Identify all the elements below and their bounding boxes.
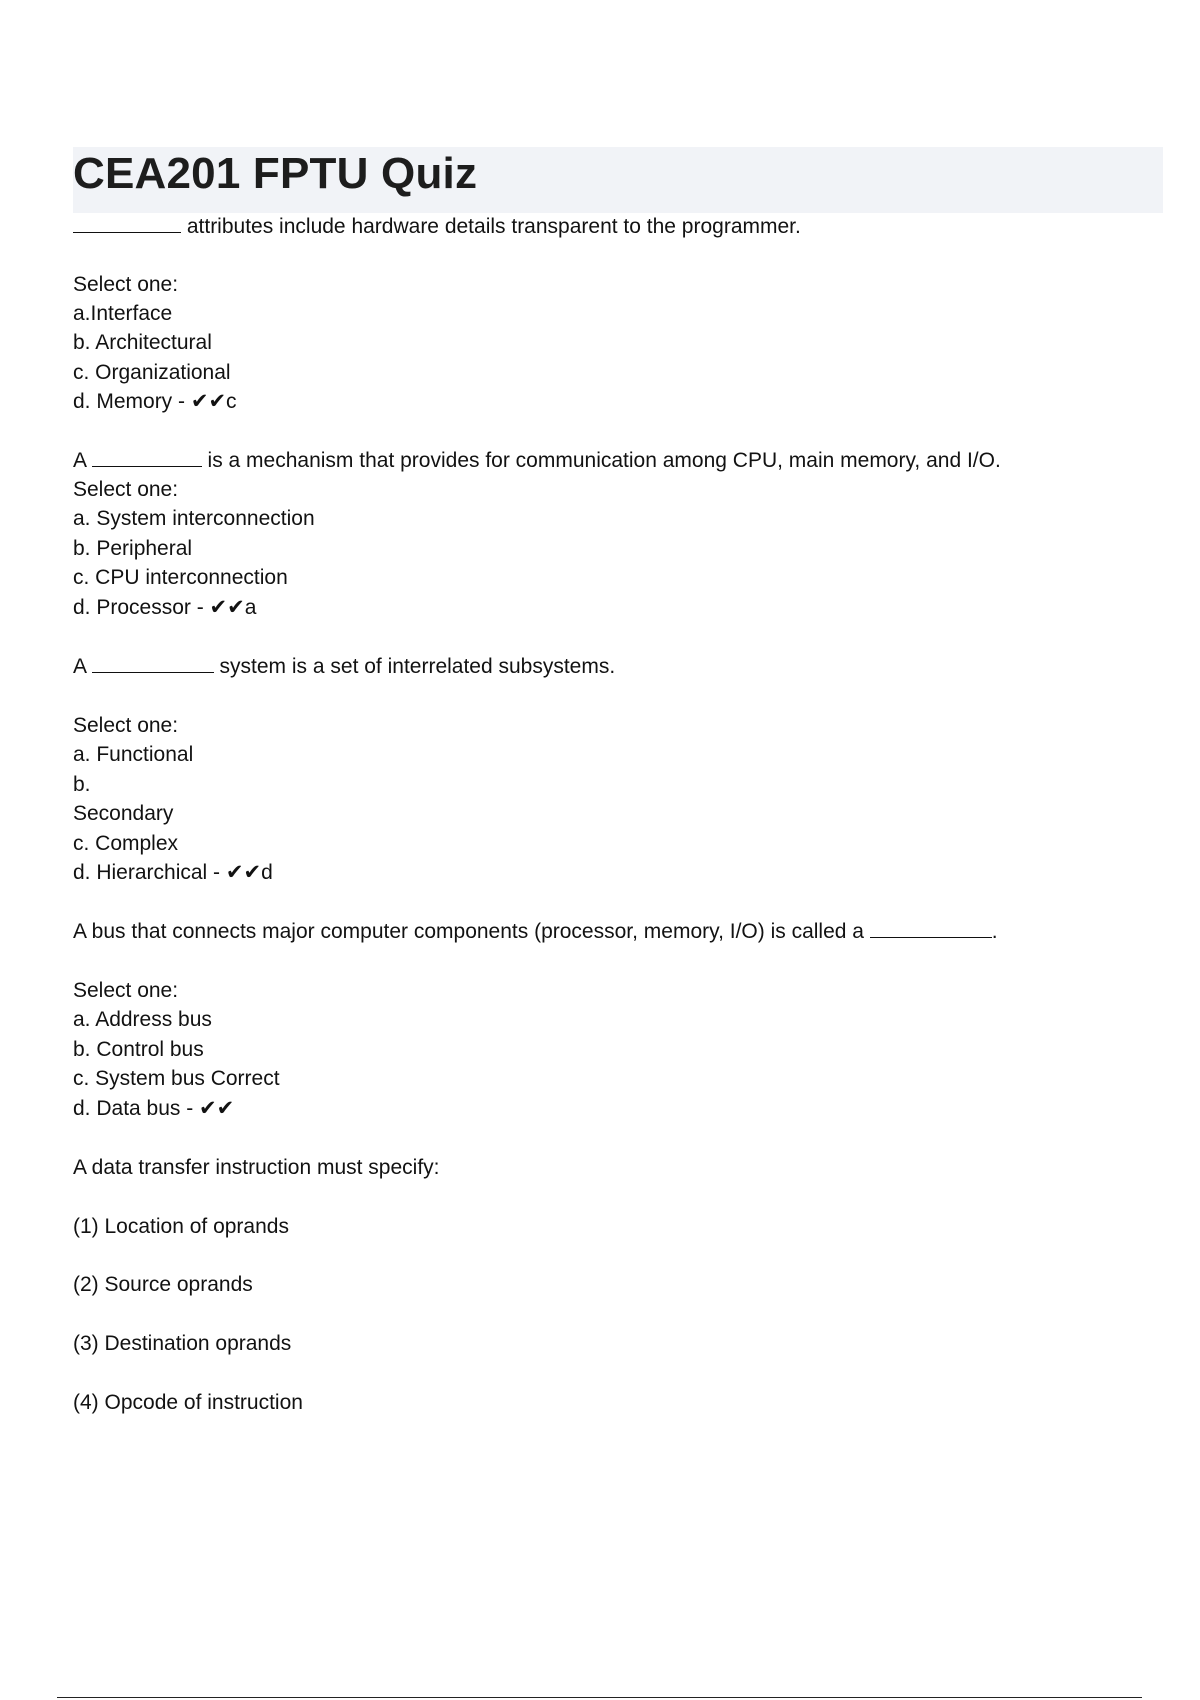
select-one-label: Select one: bbox=[73, 979, 179, 1002]
option-c: c. CPU interconnection bbox=[73, 566, 288, 589]
answer-blank bbox=[870, 921, 992, 938]
question-text: attributes include hardware details transparent to the programmer. bbox=[186, 215, 801, 238]
option-b: b. Control bus bbox=[73, 1038, 204, 1061]
option-a: a.Interface bbox=[73, 302, 173, 325]
footer-divider bbox=[57, 1697, 1142, 1698]
option-d: d. Processor - ✔✔a bbox=[73, 596, 257, 619]
page-title: CEA201 FPTU Quiz bbox=[73, 149, 478, 198]
list-item: (2) Source oprands bbox=[73, 1273, 253, 1296]
answer-blank bbox=[73, 216, 181, 233]
list-item: (1) Location of oprands bbox=[73, 1215, 289, 1238]
list-item: (4) Opcode of instruction bbox=[73, 1391, 303, 1414]
option-b: b. bbox=[73, 773, 91, 796]
answer-blank bbox=[92, 450, 202, 467]
select-one-label: Select one: bbox=[73, 714, 179, 737]
question-text: is a mechanism that provides for communication among CPU, main memory, and I/O. bbox=[207, 449, 1001, 472]
option-c: c. Complex bbox=[73, 832, 179, 855]
select-one-label: Select one: bbox=[73, 273, 179, 296]
option-b-text: Secondary bbox=[73, 802, 174, 825]
list-item: (3) Destination oprands bbox=[73, 1332, 292, 1355]
question-3-stem bbox=[73, 654, 615, 680]
option-b: b. Peripheral bbox=[73, 537, 193, 560]
question-5-stem: A data transfer instruction must specify: bbox=[73, 1156, 440, 1179]
option-c: c. System bus Correct bbox=[73, 1067, 280, 1090]
question-text: A bus that connects major computer components (processor, memory, I/O) is called a bbox=[73, 920, 864, 943]
option-a: a. Address bus bbox=[73, 1008, 212, 1031]
option-d: d. Hierarchical - ✔✔d bbox=[73, 861, 273, 884]
question-2-stem bbox=[73, 448, 1001, 474]
select-one-label: Select one: bbox=[73, 478, 179, 501]
option-d: d. Data bus - ✔✔ bbox=[73, 1097, 235, 1120]
option-a: a. Functional bbox=[73, 743, 194, 766]
option-c: c. Organizational bbox=[73, 361, 231, 384]
option-d: d. Memory - ✔✔c bbox=[73, 390, 237, 413]
question-prefix: A bbox=[73, 449, 86, 472]
question-1-stem bbox=[73, 214, 801, 240]
question-suffix: . bbox=[991, 920, 998, 943]
question-4-stem bbox=[73, 919, 998, 945]
option-a: a. System interconnection bbox=[73, 507, 315, 530]
question-text: system is a set of interrelated subsystems. bbox=[219, 655, 616, 678]
answer-blank bbox=[92, 656, 214, 673]
question-prefix: A bbox=[73, 655, 86, 678]
option-b: b. Architectural bbox=[73, 331, 212, 354]
